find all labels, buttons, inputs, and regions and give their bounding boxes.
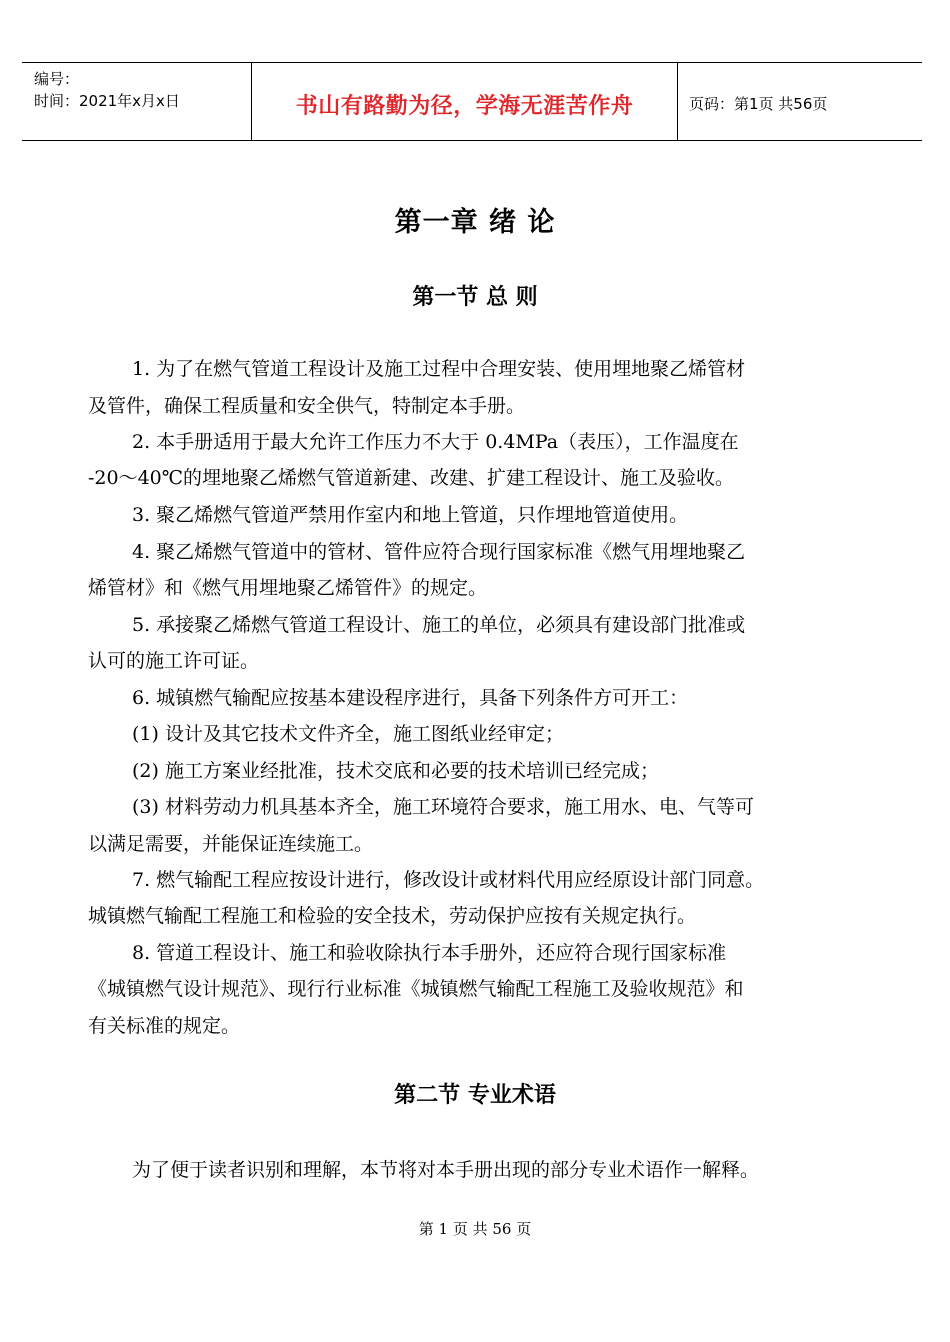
- header-left-cell: [22, 63, 251, 140]
- body-line: 有关标准的规定。: [88, 1015, 241, 1037]
- body-line: 8. 管道工程设计、施工和验收除执行本手册外，还应符合现行国家标准: [132, 942, 727, 964]
- section-title-terminology: 第二节 专业术语: [394, 1083, 556, 1108]
- body-line: 城镇燃气输配工程施工和检验的安全技术，劳动保护应按有关规定执行。: [88, 905, 697, 927]
- document-date: 时间：2021年x月x日: [34, 92, 180, 110]
- body-line: 《城镇燃气设计规范》、现行行业标准《城镇燃气输配工程施工及验收规范》和: [88, 978, 744, 1000]
- header-page-info: 页码：第1页 共56页: [689, 95, 828, 113]
- body-line: 1. 为了在燃气管道工程设计及施工过程中合理安装、使用埋地聚乙烯管材: [132, 358, 746, 380]
- body-line: 3. 聚乙烯燃气管道严禁用作室内和地上管道，只作埋地管道使用。: [132, 504, 689, 526]
- section-title-general: 第一节 总 则: [412, 285, 538, 310]
- page-footer: 第 1 页 共 56 页: [418, 1220, 532, 1238]
- body-line: -20～40℃的埋地聚乙烯燃气管道新建、改建、扩建工程设计、施工及验收。: [88, 467, 735, 489]
- body-line: 认可的施工许可证。: [88, 650, 260, 672]
- header-motto: 书山有路勤为径，学海无涯苦作舟: [295, 94, 634, 119]
- body-line: 2. 本手册适用于最大允许工作压力不大于 0.4MPa（表压），工作温度在: [132, 431, 739, 453]
- body-line: 5. 承接聚乙烯燃气管道工程设计、施工的单位，必须具有建设部门批准或: [132, 614, 746, 636]
- body-line: 以满足需要，并能保证连续施工。: [88, 833, 374, 855]
- document-code-label: 编号：: [34, 70, 80, 88]
- body-line: 7. 燃气输配工程应按设计进行，修改设计或材料代用应经原设计部门同意。: [132, 869, 765, 891]
- terminology-intro: 为了便于读者识别和理解，本节将对本手册出现的部分专业术语作一解释。: [132, 1159, 760, 1181]
- page-header: [22, 62, 922, 141]
- header-right-cell: [677, 63, 922, 140]
- body-line: (2) 施工方案业经批准，技术交底和必要的技术培训已经完成；: [132, 760, 659, 782]
- body-line: (3) 材料劳动力机具基本齐全，施工环境符合要求，施工用水、电、气等可: [132, 796, 754, 818]
- body-line: 4. 聚乙烯燃气管道中的管材、管件应符合现行国家标准《燃气用埋地聚乙: [132, 541, 746, 563]
- body-line: 及管件，确保工程质量和安全供气，特制定本手册。: [88, 395, 526, 417]
- body-line: 烯管材》和《燃气用埋地聚乙烯管件》的规定。: [88, 577, 488, 599]
- header-middle-cell: [251, 63, 678, 140]
- chapter-title: 第一章 绪 论: [394, 207, 556, 238]
- body-line: 6. 城镇燃气输配应按基本建设程序进行，具备下列条件方可开工：: [132, 687, 689, 709]
- body-line: (1) 设计及其它技术文件齐全，施工图纸业经审定；: [132, 723, 564, 745]
